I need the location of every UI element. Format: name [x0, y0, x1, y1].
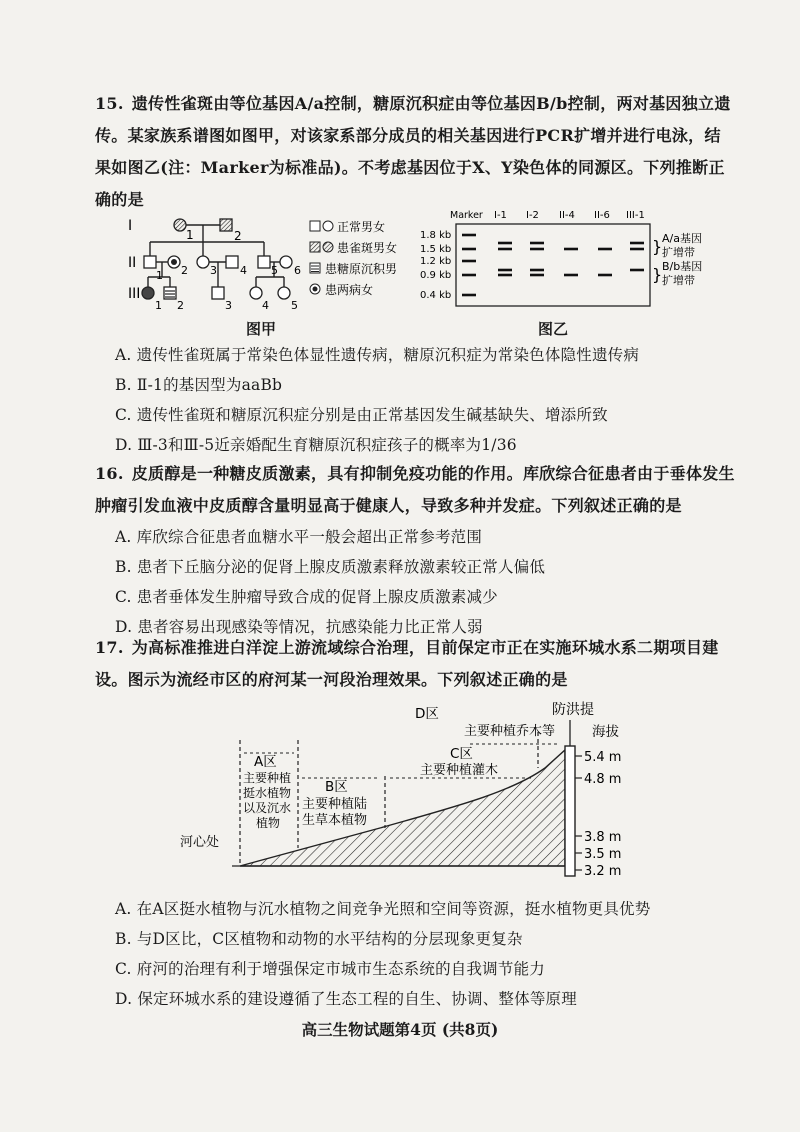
zone-b-desc: 生草本植物	[302, 813, 368, 828]
level-label: 3.2 m	[584, 864, 622, 879]
option-a[interactable]: A. 遗传性雀斑属于常染色体显性遗传病，糖原沉积症为常染色体隐性遗传病	[115, 346, 640, 364]
option-b[interactable]: B. 患者下丘脑分泌的促肾上腺皮质激素释放激素较正常人偏低	[115, 558, 546, 576]
legend-label: 正常男女	[337, 220, 386, 234]
levee-label: 防洪提	[552, 702, 594, 718]
zone-d-desc: 主要种植乔木等	[464, 724, 556, 739]
brace: }	[652, 237, 663, 256]
question-15-options	[95, 340, 735, 460]
legend-normal-female-icon	[323, 221, 333, 231]
question-15-stem	[95, 88, 735, 216]
pedigree-chart	[128, 212, 408, 317]
zone-c-title: C区	[450, 746, 473, 762]
gel-chart	[418, 204, 718, 316]
option-b[interactable]: B. Ⅱ-1的基因型为aaBb	[115, 376, 283, 394]
ind-num: 4	[240, 264, 247, 277]
band-label: 扩增带	[662, 246, 695, 259]
option-c[interactable]: C. 患者垂体发生肿瘤导致合成的促肾上腺皮质激素减少	[115, 588, 498, 606]
option-b[interactable]: B. 与D区比，C区植物和动物的水平结构的分层现象更复杂	[115, 930, 523, 948]
size-label: 1.8 kb	[420, 230, 452, 241]
zone-a-desc: 以及沉水	[243, 801, 292, 815]
question-15	[95, 88, 735, 216]
option-d[interactable]: D. Ⅲ-3和Ⅲ-5近亲婚配生育糖原沉积症孩子的概率为1/36	[115, 436, 517, 454]
level-label: 5.4 m	[584, 750, 622, 765]
question-16-stem	[95, 458, 735, 522]
individual-III-3	[212, 287, 224, 299]
altitude-label: 海拔	[592, 724, 619, 740]
option-a[interactable]: A. 在A区挺水植物与沉水植物之间竞争光照和空间等资源，挺水植物更具优势	[115, 900, 651, 918]
level-label: 3.5 m	[584, 847, 622, 862]
lane-label: II-4	[559, 210, 575, 221]
zone-d-title: D区	[415, 706, 439, 722]
individual-III-4	[250, 287, 262, 299]
size-label: 0.9 kb	[420, 270, 452, 281]
brace: }	[652, 265, 663, 284]
figure-caption-b: 图乙	[538, 320, 569, 338]
zone-c-desc: 主要种植灌木	[420, 763, 499, 778]
ind-num: 1	[156, 269, 163, 282]
individual-II-5	[258, 256, 270, 268]
legend-freckle-male-icon	[310, 242, 320, 252]
individual-II-1	[144, 256, 156, 268]
ind-num: 5	[291, 299, 298, 312]
question-17	[95, 632, 735, 696]
band-label: A/a基因	[662, 232, 702, 245]
question-17-stem	[95, 632, 735, 696]
ind-num: 3	[210, 264, 217, 277]
zone-a-desc: 植物	[256, 816, 281, 830]
legend-freckle-female-icon	[323, 242, 333, 252]
option-d[interactable]: D. 患者容易出现感染等情况，抗感染能力比正常人弱	[115, 618, 483, 636]
legend-label: 患两病女	[325, 283, 374, 297]
lane-label: II-6	[594, 210, 610, 221]
lane-label: I-1	[494, 210, 507, 221]
ind-num: 3	[225, 299, 232, 312]
legend-label: 患雀斑男女	[337, 241, 398, 255]
ind-num: 5	[271, 264, 278, 277]
zone-a-desc: 主要种植	[243, 771, 292, 785]
question-text: 皮质醇是一种糖皮质激素，具有抑制免疫功能的作用。库欣综合征患者由于垂体发生肿瘤引发血液中皮质醇含量明显高于健康人，导致多种并发症。下列叙述正确的是	[95, 464, 735, 515]
question-number: 16.	[95, 464, 124, 483]
zone-b-title: B区	[325, 779, 348, 795]
legend-normal-male-icon	[310, 221, 320, 231]
ind-num: 1	[186, 228, 194, 242]
level-label: 3.8 m	[584, 830, 622, 845]
zone-a-title: A区	[254, 754, 277, 770]
size-label: 0.4 kb	[420, 290, 452, 301]
question-number: 17.	[95, 638, 124, 657]
size-label: 1.2 kb	[420, 256, 452, 267]
question-16	[95, 458, 735, 642]
gel-frame	[456, 224, 650, 306]
ind-num: 2	[181, 264, 188, 277]
option-c[interactable]: C. 遗传性雀斑和糖原沉积症分别是由正常基因发生碱基缺失、增添所致	[115, 406, 608, 424]
ind-num: 6	[294, 264, 301, 277]
generation-label: I	[128, 218, 133, 234]
band-label: B/b基因	[662, 260, 703, 273]
generation-label: III	[128, 286, 141, 302]
page-footer: 高三生物试题第4页 (共8页)	[301, 1020, 499, 1039]
question-17-options	[95, 894, 735, 1014]
individual-II-3	[197, 256, 209, 268]
individual-II-6	[280, 256, 292, 268]
flood-levee	[565, 746, 575, 876]
river-center-label: 河心处	[180, 835, 220, 850]
figure-caption-a: 图甲	[246, 320, 277, 338]
ind-num: 2	[234, 229, 242, 243]
ind-num: 1	[155, 299, 162, 312]
legend-dot	[313, 287, 318, 292]
individual-II-4	[226, 256, 238, 268]
lane-label: Marker	[450, 210, 483, 221]
zone-a-desc: 挺水植物	[243, 786, 292, 800]
river-profile-figure	[180, 698, 680, 898]
option-d[interactable]: D. 保定环城水系的建设遵循了生态工程的自生、协调、整体等原理	[115, 990, 577, 1008]
individual-III-1	[142, 287, 154, 299]
question-number: 15.	[95, 94, 124, 113]
individual-I-2	[220, 219, 232, 231]
both-diseases-mark	[171, 259, 177, 265]
band-label: 扩增带	[662, 274, 695, 287]
individual-III-5	[278, 287, 290, 299]
lane-label: I-2	[526, 210, 539, 221]
question-text: 遗传性雀斑由等位基因A/a控制，糖原沉积症由等位基因B/b控制，两对基因独立遗传。某家族系谱图如图甲，对该家系部分成员的相关基因进行PCR扩增并进行电泳，结果如图乙(注：Marker为标准品)。不考虑基因位于X、Y染色体的同源区。下列推断正确的是	[95, 94, 731, 209]
ind-num: 4	[262, 299, 269, 312]
size-label: 1.5 kb	[420, 244, 452, 255]
level-label: 4.8 m	[584, 772, 622, 787]
ind-num: 2	[177, 299, 184, 312]
generation-label: II	[128, 255, 137, 271]
legend-label: 患糖原沉积男	[325, 262, 398, 276]
zone-b-desc: 主要种植陆	[302, 797, 368, 812]
individual-I-1	[174, 219, 186, 231]
option-a[interactable]: A. 库欣综合征患者血糖水平一般会超出正常参考范围	[115, 528, 483, 546]
lane-label: III-1	[626, 210, 645, 221]
question-text: 为高标准推进白洋淀上游流域综合治理，目前保定市正在实施环城水系二期项目建设。图示为流经市区的府河某一河段治理效果。下列叙述正确的是	[95, 638, 719, 689]
option-c[interactable]: C. 府河的治理有利于增强保定市城市生态系统的自我调节能力	[115, 960, 545, 978]
